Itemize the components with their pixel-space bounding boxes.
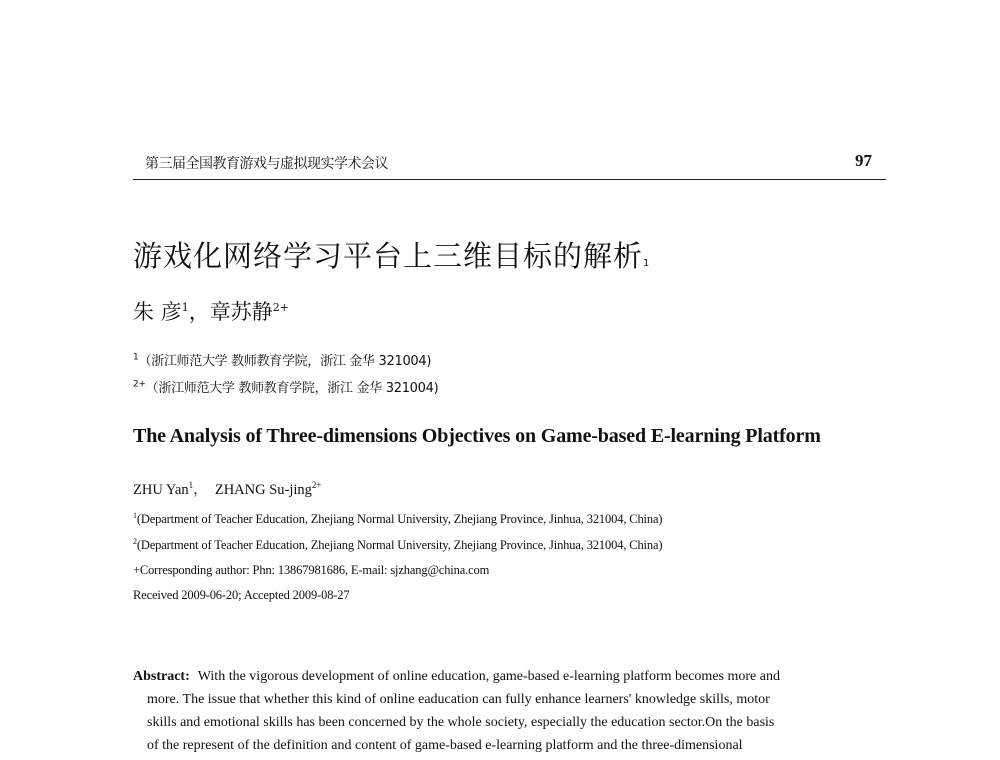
chinese-affiliation-2-text: （浙江师范大学 教师教育学院，浙江 金华 321004): [145, 381, 439, 396]
page-number: 97: [855, 151, 872, 170]
chinese-affiliation-2: [133, 377, 438, 396]
english-affiliation-1-text: (Department of Teacher Education, Zhejiang Normal University, Zhejiang Province, Jinhua, 321004, China): [136, 512, 663, 527]
header-rule: [133, 179, 886, 180]
chinese-affiliation-2-sup: 2+: [133, 379, 146, 390]
english-affiliation-2-text: (Department of Teacher Education, Zhejiang Normal University, Zhejiang Province, Jinhua, 321004, China): [136, 538, 663, 553]
conference-name: 第三届全国教育游戏与虚拟现实学术会议: [145, 156, 388, 172]
chinese-affiliation-1-sup: 1: [133, 352, 139, 363]
english-affiliation-2: [133, 537, 662, 553]
abstract-label: Abstract:: [133, 669, 190, 684]
chinese-author-separator: ，: [188, 300, 210, 324]
corresponding-author: +Corresponding author: Phn: 13867981686, E-mail: sjzhang@china.com: [133, 563, 490, 577]
abstract-text-1: With the vigorous development of online education, game-based e-learning platform becomes more and: [197, 669, 780, 684]
received-dates: Received 2009-06-20; Accepted 2009-08-27: [133, 588, 350, 602]
chinese-affiliation-1: [133, 350, 431, 369]
abstract-line-4: of the represent of the definition and content of game-based e-learning platform and the three-dimensional: [147, 738, 743, 753]
english-author-2: ZHANG Su-jing: [214, 482, 312, 498]
chinese-authors: [133, 296, 289, 326]
abstract: [133, 665, 885, 757]
chinese-author-1-sup: 1: [181, 301, 189, 314]
abstract-line-3: skills and emotional skills has been concerned by the whole society, especially the education sector.On the basis: [147, 715, 775, 730]
english-author-separator: ，: [193, 482, 208, 498]
english-affiliation-2-sup: 2: [133, 537, 137, 546]
chinese-affiliation-1-text: （浙江师范大学 教师教育学院，浙江 金华 321004): [138, 354, 432, 369]
title-footnote-mark: 1: [643, 258, 650, 269]
chinese-title-text: 游戏化网络学习平台上三维目标的解析: [133, 239, 644, 273]
abstract-line-2: more. The issue that whether this kind of online eaducation can fully enhance learners' knowledge skills, motor: [147, 692, 770, 707]
english-author-1: ZHU Yan: [133, 482, 189, 498]
english-title: The Analysis of Three-dimensions Objectives on Game-based E-learning Platform: [133, 425, 821, 447]
chinese-author-2: 章苏静: [209, 300, 273, 324]
chinese-author-2-sup: 2+: [272, 301, 289, 314]
english-author-2-sup: 2+: [311, 480, 322, 491]
abstract-line-1: [133, 665, 885, 688]
english-author-1-sup: 1: [188, 480, 194, 491]
english-affiliation-1: [133, 511, 662, 527]
chinese-author-1: 朱 彦: [133, 300, 182, 324]
english-affiliation-1-sup: 1: [133, 511, 137, 520]
chinese-title: [133, 234, 649, 275]
english-authors: [133, 478, 322, 499]
running-header: [133, 153, 886, 179]
